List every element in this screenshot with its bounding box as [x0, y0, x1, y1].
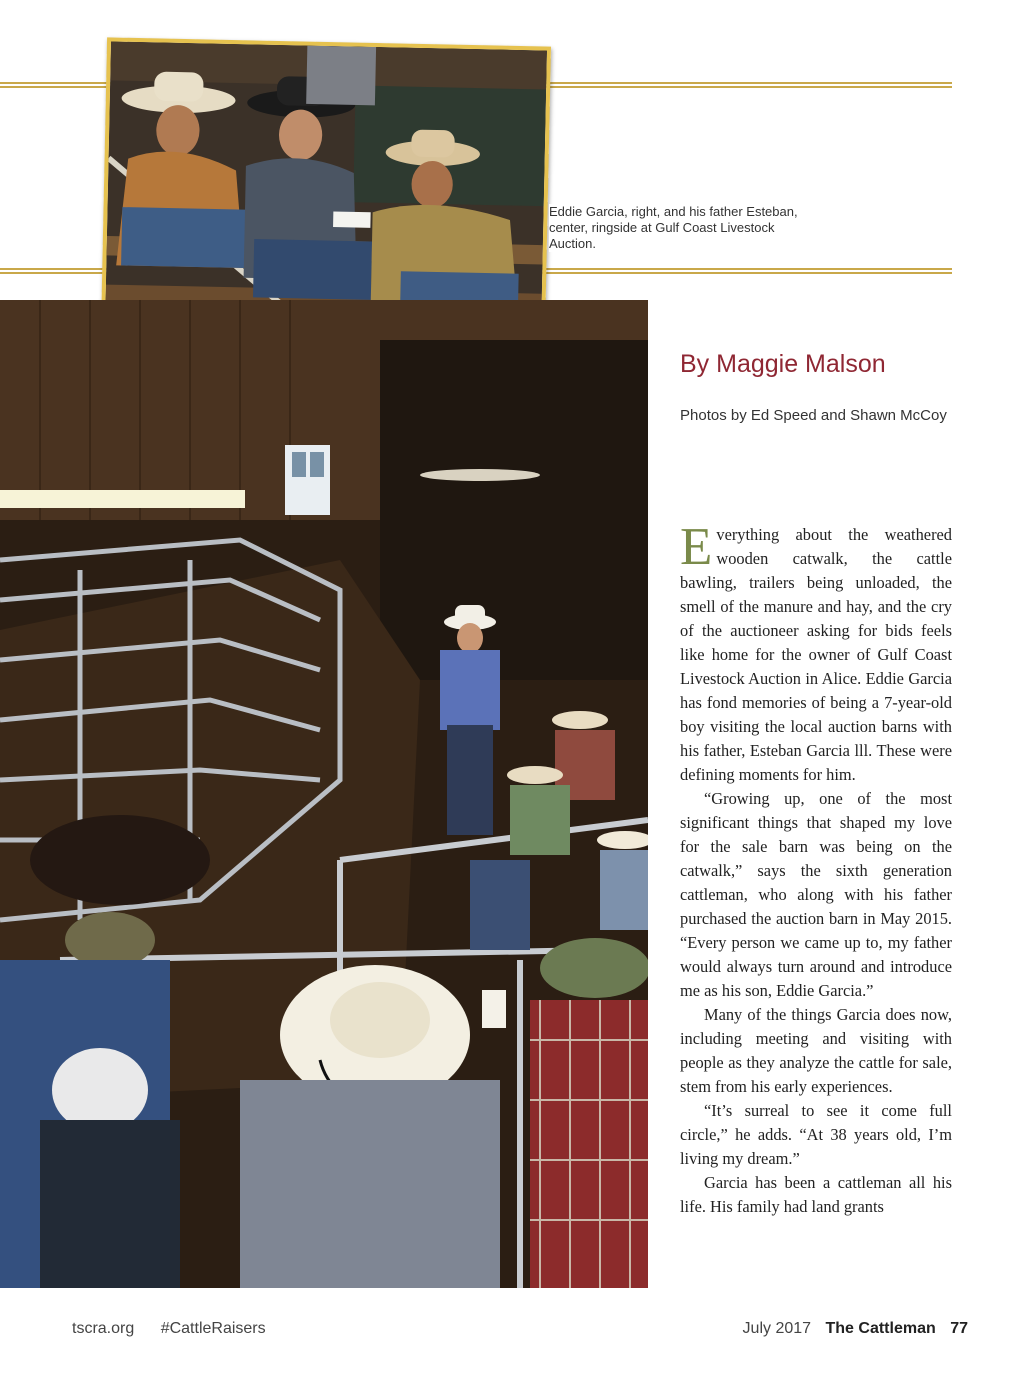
article-paragraph-4: “It’s surreal to see it come full circle,” he adds. “At 38 years old, I’m living my dream.”: [680, 1101, 952, 1168]
footer-right: [743, 1320, 968, 1338]
footer-hashtag: #CattleRaisers: [160, 1320, 266, 1337]
article-paragraph-3: Many of the things Garcia does now, including meeting and visiting with people as they analyze the cattle for sale, stem from his early experiences.: [680, 1005, 952, 1096]
footer-left: [72, 1320, 266, 1338]
footer-magazine: The Cattleman: [825, 1320, 936, 1337]
inset-photo-ringside: [101, 37, 551, 338]
photo-caption: Eddie Garcia, right, and his father Esteban, center, ringside at Gulf Coast Livestock Auction.: [549, 204, 798, 251]
footer-site: tscra.org: [72, 1320, 135, 1337]
page-number: 77: [950, 1320, 968, 1337]
photo-credit: Photos by Ed Speed and Shawn McCoy: [680, 407, 947, 424]
drop-cap: E: [680, 518, 713, 576]
article-paragraph-1: Everything about the weathered wooden catwalk, the cattle bawling, trailers being unloaded, the smell of the manure and hay, and the cry of the auctioneer asking for bids feels like home for the owner of Gulf Coast Livestock Auction in Alice. Eddie Garcia has fond memories of being a 7-year-old boy visiting the local auction barns with his father, Esteban Garcia lll. These were defining moments for him.: [680, 518, 952, 784]
main-photo-auction-ring: [0, 300, 648, 1288]
article-paragraph-2: “Growing up, one of the most significant things that shaped my love for the sale barn was being on the catwalk,” says the sixth generation cattleman, who along with his father purchased the auction barn in May 2015. “Every person we came up to, my father would always turn around and introduce me as his son, Eddie Garcia.”: [680, 789, 952, 1000]
article-body: [680, 518, 952, 1219]
article-paragraph-5: Garcia has been a cattleman all his life. His family had land grants: [680, 1173, 952, 1216]
footer-issue: July 2017: [742, 1320, 812, 1337]
byline: By Maggie Malson: [680, 350, 886, 378]
